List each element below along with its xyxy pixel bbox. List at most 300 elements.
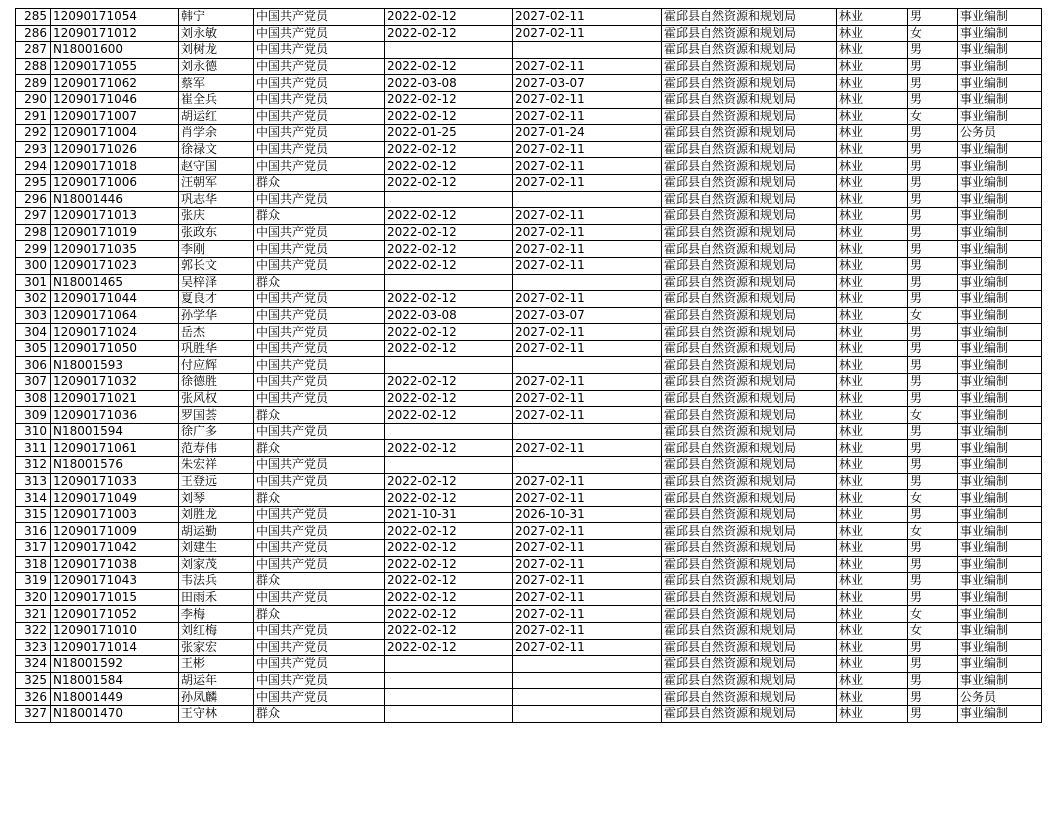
organization-cell: 霍邱县自然资源和规划局 xyxy=(662,672,837,689)
staff-type-cell: 事业编制 xyxy=(958,523,1042,540)
row-number: 324 xyxy=(16,656,51,673)
start-date-cell xyxy=(385,423,513,440)
field-cell: 林业 xyxy=(837,274,908,291)
organization-cell: 霍邱县自然资源和规划局 xyxy=(662,291,837,308)
field-cell: 林业 xyxy=(837,457,908,474)
table-row xyxy=(16,374,1042,391)
political-status-cell: 中国共产党员 xyxy=(254,25,385,42)
political-status-cell: 中国共产党员 xyxy=(254,473,385,490)
end-date-cell: 2027-02-11 xyxy=(513,108,662,125)
id-cell: 12090171050 xyxy=(51,340,179,357)
staff-type-cell: 事业编制 xyxy=(958,274,1042,291)
gender-cell: 女 xyxy=(908,25,958,42)
organization-cell: 霍邱县自然资源和规划局 xyxy=(662,274,837,291)
end-date-cell: 2027-02-11 xyxy=(513,374,662,391)
gender-cell: 男 xyxy=(908,324,958,341)
id-cell: 12090171052 xyxy=(51,606,179,623)
staff-type-cell: 事业编制 xyxy=(958,324,1042,341)
end-date-cell: 2027-02-11 xyxy=(513,9,662,26)
id-cell: N18001593 xyxy=(51,357,179,374)
id-cell: 12090171036 xyxy=(51,407,179,424)
field-cell: 林业 xyxy=(837,224,908,241)
political-status-cell: 中国共产党员 xyxy=(254,9,385,26)
end-date-cell xyxy=(513,274,662,291)
organization-cell: 霍邱县自然资源和规划局 xyxy=(662,141,837,158)
end-date-cell: 2027-02-11 xyxy=(513,208,662,225)
end-date-cell: 2027-02-11 xyxy=(513,241,662,258)
name-cell: 夏良才 xyxy=(179,291,254,308)
name-cell: 巩胜华 xyxy=(179,340,254,357)
staff-type-cell: 事业编制 xyxy=(958,490,1042,507)
start-date-cell: 2022-02-12 xyxy=(385,9,513,26)
id-cell: N18001584 xyxy=(51,672,179,689)
name-cell: 徐德胜 xyxy=(179,374,254,391)
name-cell: 韦法兵 xyxy=(179,573,254,590)
staff-type-cell: 事业编制 xyxy=(958,407,1042,424)
staff-type-cell: 事业编制 xyxy=(958,473,1042,490)
field-cell: 林业 xyxy=(837,108,908,125)
organization-cell: 霍邱县自然资源和规划局 xyxy=(662,656,837,673)
start-date-cell: 2022-02-12 xyxy=(385,490,513,507)
name-cell: 付应辉 xyxy=(179,357,254,374)
staff-type-cell: 事业编制 xyxy=(958,506,1042,523)
staff-type-cell: 事业编制 xyxy=(958,224,1042,241)
political-status-cell: 中国共产党员 xyxy=(254,224,385,241)
staff-type-cell: 事业编制 xyxy=(958,589,1042,606)
row-number: 290 xyxy=(16,91,51,108)
organization-cell: 霍邱县自然资源和规划局 xyxy=(662,241,837,258)
political-status-cell: 中国共产党员 xyxy=(254,506,385,523)
organization-cell: 霍邱县自然资源和规划局 xyxy=(662,9,837,26)
id-cell: 12090171015 xyxy=(51,589,179,606)
row-number: 310 xyxy=(16,423,51,440)
end-date-cell xyxy=(513,656,662,673)
row-number: 313 xyxy=(16,473,51,490)
field-cell: 林业 xyxy=(837,556,908,573)
end-date-cell: 2027-02-11 xyxy=(513,390,662,407)
end-date-cell: 2027-02-11 xyxy=(513,606,662,623)
start-date-cell: 2022-02-12 xyxy=(385,407,513,424)
id-cell: 12090171064 xyxy=(51,307,179,324)
organization-cell: 霍邱县自然资源和规划局 xyxy=(662,606,837,623)
name-cell: 李梅 xyxy=(179,606,254,623)
staff-type-cell: 事业编制 xyxy=(958,374,1042,391)
staff-type-cell: 事业编制 xyxy=(958,622,1042,639)
name-cell: 张风权 xyxy=(179,390,254,407)
gender-cell: 男 xyxy=(908,357,958,374)
name-cell: 罗国荟 xyxy=(179,407,254,424)
end-date-cell: 2027-01-24 xyxy=(513,125,662,142)
table-row xyxy=(16,622,1042,639)
id-cell: 12090171023 xyxy=(51,257,179,274)
organization-cell: 霍邱县自然资源和规划局 xyxy=(662,407,837,424)
start-date-cell xyxy=(385,191,513,208)
name-cell: 孙学华 xyxy=(179,307,254,324)
id-cell: 12090171026 xyxy=(51,141,179,158)
end-date-cell: 2027-03-07 xyxy=(513,307,662,324)
id-cell: 12090171021 xyxy=(51,390,179,407)
name-cell: 张政东 xyxy=(179,224,254,241)
field-cell: 林业 xyxy=(837,407,908,424)
field-cell: 林业 xyxy=(837,75,908,92)
staff-type-cell: 事业编制 xyxy=(958,705,1042,722)
end-date-cell xyxy=(513,705,662,722)
start-date-cell: 2022-02-12 xyxy=(385,390,513,407)
gender-cell: 男 xyxy=(908,42,958,59)
political-status-cell: 中国共产党员 xyxy=(254,672,385,689)
gender-cell: 男 xyxy=(908,9,958,26)
id-cell: N18001594 xyxy=(51,423,179,440)
row-number: 288 xyxy=(16,58,51,75)
political-status-cell: 中国共产党员 xyxy=(254,191,385,208)
end-date-cell xyxy=(513,191,662,208)
gender-cell: 男 xyxy=(908,125,958,142)
id-cell: 12090171044 xyxy=(51,291,179,308)
name-cell: 张庆 xyxy=(179,208,254,225)
id-cell: 12090171018 xyxy=(51,158,179,175)
field-cell: 林业 xyxy=(837,689,908,706)
gender-cell: 男 xyxy=(908,257,958,274)
table-row xyxy=(16,108,1042,125)
field-cell: 林业 xyxy=(837,672,908,689)
field-cell: 林业 xyxy=(837,257,908,274)
field-cell: 林业 xyxy=(837,573,908,590)
id-cell: 12090171061 xyxy=(51,440,179,457)
organization-cell: 霍邱县自然资源和规划局 xyxy=(662,390,837,407)
end-date-cell xyxy=(513,42,662,59)
field-cell: 林业 xyxy=(837,191,908,208)
start-date-cell: 2022-02-12 xyxy=(385,158,513,175)
field-cell: 林业 xyxy=(837,473,908,490)
staff-type-cell: 事业编制 xyxy=(958,158,1042,175)
start-date-cell: 2022-02-12 xyxy=(385,58,513,75)
start-date-cell: 2022-03-08 xyxy=(385,307,513,324)
staff-type-cell: 事业编制 xyxy=(958,174,1042,191)
staff-type-cell: 事业编制 xyxy=(958,91,1042,108)
staff-type-cell: 事业编制 xyxy=(958,108,1042,125)
row-number: 321 xyxy=(16,606,51,623)
id-cell: N18001592 xyxy=(51,656,179,673)
table-row xyxy=(16,457,1042,474)
end-date-cell: 2027-02-11 xyxy=(513,440,662,457)
id-cell: 12090171003 xyxy=(51,506,179,523)
row-number: 294 xyxy=(16,158,51,175)
table-row xyxy=(16,191,1042,208)
start-date-cell: 2022-02-12 xyxy=(385,91,513,108)
gender-cell: 女 xyxy=(908,622,958,639)
field-cell: 林业 xyxy=(837,589,908,606)
end-date-cell: 2027-02-11 xyxy=(513,490,662,507)
political-status-cell: 中国共产党员 xyxy=(254,58,385,75)
political-status-cell: 中国共产党员 xyxy=(254,307,385,324)
political-status-cell: 中国共产党员 xyxy=(254,125,385,142)
row-number: 295 xyxy=(16,174,51,191)
table-row xyxy=(16,540,1042,557)
end-date-cell: 2027-02-11 xyxy=(513,340,662,357)
gender-cell: 男 xyxy=(908,174,958,191)
row-number: 320 xyxy=(16,589,51,606)
organization-cell: 霍邱县自然资源和规划局 xyxy=(662,191,837,208)
name-cell: 朱宏祥 xyxy=(179,457,254,474)
organization-cell: 霍邱县自然资源和规划局 xyxy=(662,523,837,540)
table-row xyxy=(16,241,1042,258)
staff-type-cell: 事业编制 xyxy=(958,141,1042,158)
organization-cell: 霍邱县自然资源和规划局 xyxy=(662,42,837,59)
end-date-cell xyxy=(513,423,662,440)
name-cell: 刘家茂 xyxy=(179,556,254,573)
name-cell: 徐禄文 xyxy=(179,141,254,158)
political-status-cell: 中国共产党员 xyxy=(254,257,385,274)
organization-cell: 霍邱县自然资源和规划局 xyxy=(662,556,837,573)
table-row xyxy=(16,606,1042,623)
row-number: 292 xyxy=(16,125,51,142)
id-cell: N18001576 xyxy=(51,457,179,474)
gender-cell: 男 xyxy=(908,689,958,706)
organization-cell: 霍邱县自然资源和规划局 xyxy=(662,91,837,108)
name-cell: 王登远 xyxy=(179,473,254,490)
staff-type-cell: 事业编制 xyxy=(958,42,1042,59)
political-status-cell: 中国共产党员 xyxy=(254,75,385,92)
end-date-cell: 2027-02-11 xyxy=(513,25,662,42)
field-cell: 林业 xyxy=(837,606,908,623)
id-cell: 12090171009 xyxy=(51,523,179,540)
gender-cell: 男 xyxy=(908,540,958,557)
staff-type-cell: 事业编制 xyxy=(958,208,1042,225)
political-status-cell: 群众 xyxy=(254,573,385,590)
start-date-cell: 2022-03-08 xyxy=(385,75,513,92)
staff-type-cell: 公务员 xyxy=(958,689,1042,706)
gender-cell: 男 xyxy=(908,158,958,175)
end-date-cell: 2027-02-11 xyxy=(513,141,662,158)
organization-cell: 霍邱县自然资源和规划局 xyxy=(662,158,837,175)
row-number: 299 xyxy=(16,241,51,258)
staff-type-cell: 事业编制 xyxy=(958,241,1042,258)
table-row xyxy=(16,224,1042,241)
field-cell: 林业 xyxy=(837,174,908,191)
row-number: 326 xyxy=(16,689,51,706)
table-row xyxy=(16,158,1042,175)
start-date-cell: 2022-02-12 xyxy=(385,440,513,457)
name-cell: 吴梓泽 xyxy=(179,274,254,291)
organization-cell: 霍邱县自然资源和规划局 xyxy=(662,639,837,656)
political-status-cell: 中国共产党员 xyxy=(254,357,385,374)
end-date-cell: 2027-02-11 xyxy=(513,291,662,308)
table-row xyxy=(16,291,1042,308)
political-status-cell: 群众 xyxy=(254,174,385,191)
field-cell: 林业 xyxy=(837,307,908,324)
field-cell: 林业 xyxy=(837,440,908,457)
end-date-cell: 2027-02-11 xyxy=(513,257,662,274)
gender-cell: 男 xyxy=(908,340,958,357)
name-cell: 胡运年 xyxy=(179,672,254,689)
field-cell: 林业 xyxy=(837,656,908,673)
field-cell: 林业 xyxy=(837,423,908,440)
field-cell: 林业 xyxy=(837,158,908,175)
table-body xyxy=(16,9,1042,723)
end-date-cell: 2027-02-11 xyxy=(513,174,662,191)
staff-type-cell: 事业编制 xyxy=(958,357,1042,374)
gender-cell: 男 xyxy=(908,457,958,474)
field-cell: 林业 xyxy=(837,540,908,557)
field-cell: 林业 xyxy=(837,208,908,225)
table-row xyxy=(16,589,1042,606)
name-cell: 巩志华 xyxy=(179,191,254,208)
table-row xyxy=(16,274,1042,291)
gender-cell: 男 xyxy=(908,506,958,523)
organization-cell: 霍邱县自然资源和规划局 xyxy=(662,440,837,457)
field-cell: 林业 xyxy=(837,390,908,407)
gender-cell: 男 xyxy=(908,191,958,208)
row-number: 298 xyxy=(16,224,51,241)
gender-cell: 男 xyxy=(908,473,958,490)
political-status-cell: 群众 xyxy=(254,705,385,722)
political-status-cell: 群众 xyxy=(254,440,385,457)
row-number: 327 xyxy=(16,705,51,722)
staff-type-cell: 事业编制 xyxy=(958,440,1042,457)
gender-cell: 男 xyxy=(908,208,958,225)
id-cell: 12090171012 xyxy=(51,25,179,42)
id-cell: 12090171014 xyxy=(51,639,179,656)
staff-type-cell: 事业编制 xyxy=(958,672,1042,689)
start-date-cell: 2022-02-12 xyxy=(385,473,513,490)
gender-cell: 男 xyxy=(908,291,958,308)
start-date-cell: 2022-02-12 xyxy=(385,291,513,308)
organization-cell: 霍邱县自然资源和规划局 xyxy=(662,58,837,75)
gender-cell: 男 xyxy=(908,423,958,440)
start-date-cell: 2022-01-25 xyxy=(385,125,513,142)
end-date-cell: 2027-02-11 xyxy=(513,473,662,490)
start-date-cell: 2022-02-12 xyxy=(385,324,513,341)
row-number: 291 xyxy=(16,108,51,125)
gender-cell: 男 xyxy=(908,589,958,606)
name-cell: 刘红梅 xyxy=(179,622,254,639)
row-number: 309 xyxy=(16,407,51,424)
field-cell: 林业 xyxy=(837,490,908,507)
name-cell: 徐广多 xyxy=(179,423,254,440)
table-row xyxy=(16,490,1042,507)
table-row xyxy=(16,324,1042,341)
organization-cell: 霍邱县自然资源和规划局 xyxy=(662,423,837,440)
end-date-cell: 2027-02-11 xyxy=(513,91,662,108)
row-number: 317 xyxy=(16,540,51,557)
gender-cell: 女 xyxy=(908,307,958,324)
staff-type-cell: 事业编制 xyxy=(958,9,1042,26)
table-row xyxy=(16,357,1042,374)
name-cell: 刘永敏 xyxy=(179,25,254,42)
field-cell: 林业 xyxy=(837,639,908,656)
political-status-cell: 中国共产党员 xyxy=(254,324,385,341)
row-number: 322 xyxy=(16,622,51,639)
political-status-cell: 中国共产党员 xyxy=(254,639,385,656)
organization-cell: 霍邱县自然资源和规划局 xyxy=(662,75,837,92)
staff-type-cell: 事业编制 xyxy=(958,307,1042,324)
staff-type-cell: 事业编制 xyxy=(958,25,1042,42)
id-cell: 12090171043 xyxy=(51,573,179,590)
field-cell: 林业 xyxy=(837,357,908,374)
start-date-cell: 2022-02-12 xyxy=(385,257,513,274)
id-cell: 12090171046 xyxy=(51,91,179,108)
row-number: 301 xyxy=(16,274,51,291)
table-row xyxy=(16,75,1042,92)
gender-cell: 男 xyxy=(908,390,958,407)
gender-cell: 男 xyxy=(908,75,958,92)
row-number: 319 xyxy=(16,573,51,590)
staff-type-cell: 事业编制 xyxy=(958,423,1042,440)
data-table xyxy=(15,8,1042,723)
end-date-cell: 2027-02-11 xyxy=(513,158,662,175)
political-status-cell: 中国共产党员 xyxy=(254,540,385,557)
field-cell: 林业 xyxy=(837,324,908,341)
staff-type-cell: 事业编制 xyxy=(958,656,1042,673)
name-cell: 刘琴 xyxy=(179,490,254,507)
start-date-cell: 2022-02-12 xyxy=(385,25,513,42)
political-status-cell: 中国共产党员 xyxy=(254,556,385,573)
table-row xyxy=(16,208,1042,225)
id-cell: N18001465 xyxy=(51,274,179,291)
organization-cell: 霍邱县自然资源和规划局 xyxy=(662,224,837,241)
name-cell: 王彬 xyxy=(179,656,254,673)
name-cell: 岳杰 xyxy=(179,324,254,341)
table-row xyxy=(16,473,1042,490)
field-cell: 林业 xyxy=(837,291,908,308)
gender-cell: 男 xyxy=(908,58,958,75)
field-cell: 林业 xyxy=(837,241,908,258)
table-row xyxy=(16,91,1042,108)
table-row xyxy=(16,9,1042,26)
table-row xyxy=(16,556,1042,573)
organization-cell: 霍邱县自然资源和规划局 xyxy=(662,689,837,706)
field-cell: 林业 xyxy=(837,705,908,722)
gender-cell: 男 xyxy=(908,440,958,457)
organization-cell: 霍邱县自然资源和规划局 xyxy=(662,457,837,474)
table-row xyxy=(16,573,1042,590)
table-row xyxy=(16,506,1042,523)
staff-type-cell: 事业编制 xyxy=(958,573,1042,590)
organization-cell: 霍邱县自然资源和规划局 xyxy=(662,208,837,225)
name-cell: 肖学余 xyxy=(179,125,254,142)
political-status-cell: 中国共产党员 xyxy=(254,91,385,108)
name-cell: 李刚 xyxy=(179,241,254,258)
staff-type-cell: 事业编制 xyxy=(958,291,1042,308)
staff-type-cell: 事业编制 xyxy=(958,390,1042,407)
start-date-cell xyxy=(385,457,513,474)
id-cell: 12090171055 xyxy=(51,58,179,75)
organization-cell: 霍邱县自然资源和规划局 xyxy=(662,540,837,557)
name-cell: 胡运红 xyxy=(179,108,254,125)
political-status-cell: 中国共产党员 xyxy=(254,158,385,175)
id-cell: N18001446 xyxy=(51,191,179,208)
political-status-cell: 中国共产党员 xyxy=(254,457,385,474)
table-row xyxy=(16,689,1042,706)
gender-cell: 女 xyxy=(908,490,958,507)
row-number: 289 xyxy=(16,75,51,92)
gender-cell: 男 xyxy=(908,556,958,573)
row-number: 308 xyxy=(16,390,51,407)
gender-cell: 男 xyxy=(908,274,958,291)
id-cell: 12090171024 xyxy=(51,324,179,341)
row-number: 325 xyxy=(16,672,51,689)
table-row xyxy=(16,340,1042,357)
staff-type-cell: 事业编制 xyxy=(958,340,1042,357)
start-date-cell: 2022-02-12 xyxy=(385,639,513,656)
field-cell: 林业 xyxy=(837,42,908,59)
name-cell: 汪朝军 xyxy=(179,174,254,191)
political-status-cell: 群众 xyxy=(254,274,385,291)
name-cell: 刘建生 xyxy=(179,540,254,557)
organization-cell: 霍邱县自然资源和规划局 xyxy=(662,25,837,42)
organization-cell: 霍邱县自然资源和规划局 xyxy=(662,473,837,490)
political-status-cell: 中国共产党员 xyxy=(254,423,385,440)
